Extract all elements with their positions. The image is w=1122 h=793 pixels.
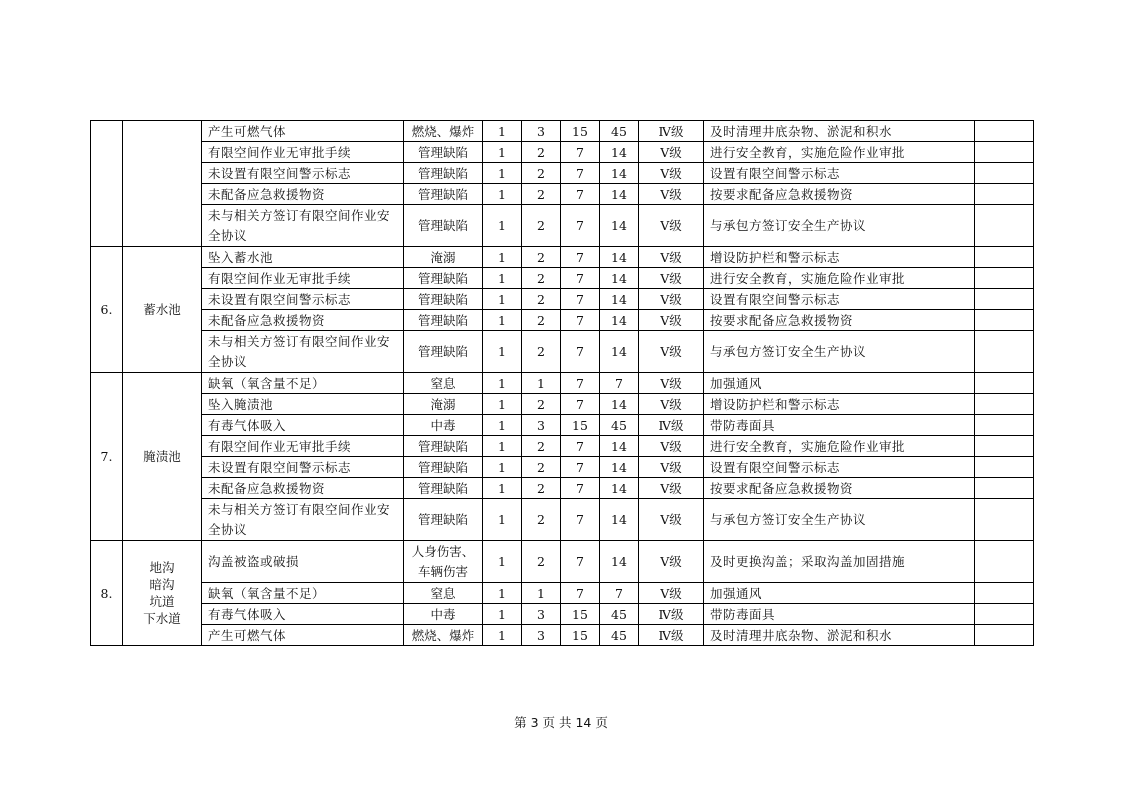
item-number-cell: 8. — [91, 541, 123, 646]
table-row — [91, 268, 1034, 289]
risk-score-cell: 14 — [600, 268, 639, 289]
hazard-cell: 未设置有限空间警示标志 — [202, 457, 404, 478]
remark-cell — [975, 121, 1034, 142]
table-row — [91, 121, 1034, 142]
consequence-cell: 中毒 — [404, 415, 483, 436]
likelihood-cell: 1 — [483, 415, 522, 436]
consequence-cell: 燃烧、爆炸 — [404, 625, 483, 646]
likelihood-cell: 1 — [483, 373, 522, 394]
likelihood-cell: 1 — [483, 205, 522, 247]
control-measure-cell: 及时清理井底杂物、淤泥和积水 — [704, 121, 975, 142]
risk-score-cell: 14 — [600, 457, 639, 478]
table-row — [91, 583, 1034, 604]
table-row — [91, 289, 1034, 310]
hazard-cell: 坠入蓄水池 — [202, 247, 404, 268]
remark-cell — [975, 247, 1034, 268]
control-measure-cell: 加强通风 — [704, 373, 975, 394]
control-measure-cell: 增设防护栏和警示标志 — [704, 394, 975, 415]
severity-cell: 7 — [561, 205, 600, 247]
risk-score-cell: 14 — [600, 541, 639, 583]
table-row — [91, 541, 1034, 583]
likelihood-cell: 1 — [483, 268, 522, 289]
hazard-cell: 产生可燃气体 — [202, 121, 404, 142]
exposure-cell: 2 — [522, 205, 561, 247]
consequence-cell: 管理缺陷 — [404, 331, 483, 373]
location-cell: 腌渍池 — [123, 373, 202, 541]
severity-cell: 7 — [561, 394, 600, 415]
consequence-cell: 管理缺陷 — [404, 310, 483, 331]
table-row — [91, 394, 1034, 415]
consequence-cell: 淹溺 — [404, 394, 483, 415]
exposure-cell: 1 — [522, 583, 561, 604]
hazard-cell: 坠入腌渍池 — [202, 394, 404, 415]
remark-cell — [975, 457, 1034, 478]
severity-cell: 7 — [561, 583, 600, 604]
hazard-cell: 未与相关方签订有限空间作业安全协议 — [202, 205, 404, 247]
exposure-cell: 2 — [522, 331, 561, 373]
remark-cell — [975, 499, 1034, 541]
severity-cell: 7 — [561, 541, 600, 583]
severity-cell: 7 — [561, 268, 600, 289]
likelihood-cell: 1 — [483, 310, 522, 331]
hazard-cell: 有限空间作业无审批手续 — [202, 142, 404, 163]
consequence-cell: 管理缺陷 — [404, 142, 483, 163]
item-number-cell: 7. — [91, 373, 123, 541]
table-row — [91, 478, 1034, 499]
risk-score-cell: 7 — [600, 583, 639, 604]
table-row — [91, 457, 1034, 478]
likelihood-cell: 1 — [483, 163, 522, 184]
remark-cell — [975, 394, 1034, 415]
likelihood-cell: 1 — [483, 331, 522, 373]
risk-score-cell: 45 — [600, 415, 639, 436]
risk-level-cell: Ⅴ级 — [639, 268, 704, 289]
risk-score-cell: 14 — [600, 205, 639, 247]
table-body — [91, 121, 1034, 646]
likelihood-cell: 1 — [483, 478, 522, 499]
consequence-cell: 管理缺陷 — [404, 436, 483, 457]
severity-cell: 7 — [561, 499, 600, 541]
severity-cell: 7 — [561, 310, 600, 331]
hazard-cell: 未与相关方签订有限空间作业安全协议 — [202, 331, 404, 373]
likelihood-cell: 1 — [483, 583, 522, 604]
table-row — [91, 436, 1034, 457]
control-measure-cell: 与承包方签订安全生产协议 — [704, 205, 975, 247]
exposure-cell: 2 — [522, 541, 561, 583]
consequence-cell: 窒息 — [404, 583, 483, 604]
risk-score-cell: 45 — [600, 625, 639, 646]
exposure-cell: 2 — [522, 142, 561, 163]
risk-level-cell: Ⅴ级 — [639, 373, 704, 394]
exposure-cell: 2 — [522, 499, 561, 541]
likelihood-cell: 1 — [483, 247, 522, 268]
likelihood-cell: 1 — [483, 457, 522, 478]
risk-score-cell: 14 — [600, 499, 639, 541]
risk-level-cell: Ⅳ级 — [639, 625, 704, 646]
severity-cell: 7 — [561, 163, 600, 184]
control-measure-cell: 带防毒面具 — [704, 415, 975, 436]
hazard-cell: 沟盖被盗或破损 — [202, 541, 404, 583]
likelihood-cell: 1 — [483, 499, 522, 541]
location-cell — [123, 121, 202, 247]
table-row — [91, 310, 1034, 331]
consequence-cell: 管理缺陷 — [404, 205, 483, 247]
exposure-cell: 2 — [522, 310, 561, 331]
exposure-cell: 2 — [522, 478, 561, 499]
risk-score-cell: 14 — [600, 247, 639, 268]
remark-cell — [975, 163, 1034, 184]
likelihood-cell: 1 — [483, 121, 522, 142]
risk-assessment-table — [90, 120, 1034, 646]
severity-cell: 15 — [561, 604, 600, 625]
risk-level-cell: Ⅴ级 — [639, 478, 704, 499]
likelihood-cell: 1 — [483, 289, 522, 310]
severity-cell: 15 — [561, 415, 600, 436]
hazard-cell: 未配备应急救援物资 — [202, 310, 404, 331]
consequence-cell: 管理缺陷 — [404, 499, 483, 541]
likelihood-cell: 1 — [483, 541, 522, 583]
likelihood-cell: 1 — [483, 436, 522, 457]
risk-level-cell: Ⅳ级 — [639, 604, 704, 625]
exposure-cell: 2 — [522, 163, 561, 184]
severity-cell: 7 — [561, 436, 600, 457]
control-measure-cell: 按要求配备应急救援物资 — [704, 310, 975, 331]
exposure-cell: 2 — [522, 457, 561, 478]
control-measure-cell: 与承包方签订安全生产协议 — [704, 499, 975, 541]
hazard-cell: 有限空间作业无审批手续 — [202, 436, 404, 457]
table-row — [91, 205, 1034, 247]
location-cell: 地沟 暗沟 坑道 下水道 — [123, 541, 202, 646]
exposure-cell: 3 — [522, 415, 561, 436]
table-row — [91, 184, 1034, 205]
control-measure-cell: 进行安全教育，实施危险作业审批 — [704, 268, 975, 289]
remark-cell — [975, 142, 1034, 163]
control-measure-cell: 增设防护栏和警示标志 — [704, 247, 975, 268]
severity-cell: 7 — [561, 457, 600, 478]
risk-score-cell: 14 — [600, 289, 639, 310]
exposure-cell: 1 — [522, 373, 561, 394]
severity-cell: 7 — [561, 289, 600, 310]
severity-cell: 15 — [561, 121, 600, 142]
exposure-cell: 2 — [522, 436, 561, 457]
severity-cell: 7 — [561, 247, 600, 268]
risk-level-cell: Ⅳ级 — [639, 415, 704, 436]
risk-level-cell: Ⅴ级 — [639, 163, 704, 184]
control-measure-cell: 带防毒面具 — [704, 604, 975, 625]
remark-cell — [975, 268, 1034, 289]
risk-level-cell: Ⅴ级 — [639, 583, 704, 604]
risk-score-cell: 14 — [600, 436, 639, 457]
risk-level-cell: Ⅴ级 — [639, 310, 704, 331]
item-number-cell — [91, 121, 123, 247]
hazard-cell: 有毒气体吸入 — [202, 604, 404, 625]
hazard-cell: 未设置有限空间警示标志 — [202, 289, 404, 310]
control-measure-cell: 加强通风 — [704, 583, 975, 604]
risk-score-cell: 7 — [600, 373, 639, 394]
consequence-cell: 中毒 — [404, 604, 483, 625]
risk-score-cell: 14 — [600, 142, 639, 163]
control-measure-cell: 及时更换沟盖；采取沟盖加固措施 — [704, 541, 975, 583]
severity-cell: 7 — [561, 373, 600, 394]
remark-cell — [975, 478, 1034, 499]
remark-cell — [975, 205, 1034, 247]
hazard-cell: 缺氧（氧含量不足） — [202, 583, 404, 604]
control-measure-cell: 设置有限空间警示标志 — [704, 163, 975, 184]
remark-cell — [975, 289, 1034, 310]
table-row — [91, 331, 1034, 373]
risk-score-cell: 14 — [600, 310, 639, 331]
risk-score-cell: 14 — [600, 331, 639, 373]
remark-cell — [975, 625, 1034, 646]
exposure-cell: 2 — [522, 247, 561, 268]
risk-level-cell: Ⅴ级 — [639, 289, 704, 310]
likelihood-cell: 1 — [483, 184, 522, 205]
control-measure-cell: 与承包方签订安全生产协议 — [704, 331, 975, 373]
table-row — [91, 373, 1034, 394]
risk-score-cell: 45 — [600, 121, 639, 142]
likelihood-cell: 1 — [483, 625, 522, 646]
remark-cell — [975, 415, 1034, 436]
consequence-cell: 管理缺陷 — [404, 184, 483, 205]
consequence-cell: 管理缺陷 — [404, 163, 483, 184]
severity-cell: 7 — [561, 478, 600, 499]
consequence-cell: 淹溺 — [404, 247, 483, 268]
item-number-cell: 6. — [91, 247, 123, 373]
remark-cell — [975, 373, 1034, 394]
risk-level-cell: Ⅴ级 — [639, 184, 704, 205]
control-measure-cell: 进行安全教育，实施危险作业审批 — [704, 142, 975, 163]
exposure-cell: 2 — [522, 289, 561, 310]
control-measure-cell: 进行安全教育，实施危险作业审批 — [704, 436, 975, 457]
risk-score-cell: 45 — [600, 604, 639, 625]
table-row — [91, 625, 1034, 646]
table-row — [91, 247, 1034, 268]
risk-level-cell: Ⅴ级 — [639, 457, 704, 478]
consequence-cell: 管理缺陷 — [404, 268, 483, 289]
hazard-cell: 未配备应急救援物资 — [202, 184, 404, 205]
exposure-cell: 2 — [522, 394, 561, 415]
hazard-cell: 未设置有限空间警示标志 — [202, 163, 404, 184]
exposure-cell: 2 — [522, 268, 561, 289]
hazard-cell: 未配备应急救援物资 — [202, 478, 404, 499]
risk-score-cell: 14 — [600, 394, 639, 415]
remark-cell — [975, 604, 1034, 625]
severity-cell: 7 — [561, 142, 600, 163]
consequence-cell: 管理缺陷 — [404, 478, 483, 499]
risk-level-cell: Ⅴ级 — [639, 436, 704, 457]
exposure-cell: 2 — [522, 184, 561, 205]
exposure-cell: 3 — [522, 121, 561, 142]
table-row — [91, 163, 1034, 184]
hazard-cell: 未与相关方签订有限空间作业安全协议 — [202, 499, 404, 541]
remark-cell — [975, 184, 1034, 205]
remark-cell — [975, 331, 1034, 373]
likelihood-cell: 1 — [483, 604, 522, 625]
remark-cell — [975, 310, 1034, 331]
exposure-cell: 3 — [522, 604, 561, 625]
consequence-cell: 管理缺陷 — [404, 289, 483, 310]
table-row — [91, 415, 1034, 436]
risk-level-cell: Ⅴ级 — [639, 394, 704, 415]
control-measure-cell: 按要求配备应急救援物资 — [704, 478, 975, 499]
hazard-cell: 有毒气体吸入 — [202, 415, 404, 436]
consequence-cell: 人身伤害、车辆伤害 — [404, 541, 483, 583]
control-measure-cell: 设置有限空间警示标志 — [704, 457, 975, 478]
remark-cell — [975, 583, 1034, 604]
risk-score-cell: 14 — [600, 184, 639, 205]
consequence-cell: 窒息 — [404, 373, 483, 394]
table-row — [91, 604, 1034, 625]
risk-level-cell: Ⅴ级 — [639, 541, 704, 583]
remark-cell — [975, 436, 1034, 457]
risk-level-cell: Ⅴ级 — [639, 247, 704, 268]
risk-score-cell: 14 — [600, 163, 639, 184]
table-row — [91, 142, 1034, 163]
page-footer: 第 3 页 共 14 页 — [514, 715, 608, 730]
likelihood-cell: 1 — [483, 394, 522, 415]
exposure-cell: 3 — [522, 625, 561, 646]
risk-score-cell: 14 — [600, 478, 639, 499]
table-row — [91, 499, 1034, 541]
consequence-cell: 管理缺陷 — [404, 457, 483, 478]
consequence-cell: 燃烧、爆炸 — [404, 121, 483, 142]
severity-cell: 7 — [561, 184, 600, 205]
hazard-cell: 有限空间作业无审批手续 — [202, 268, 404, 289]
control-measure-cell: 设置有限空间警示标志 — [704, 289, 975, 310]
likelihood-cell: 1 — [483, 142, 522, 163]
control-measure-cell: 按要求配备应急救援物资 — [704, 184, 975, 205]
control-measure-cell: 及时清理井底杂物、淤泥和积水 — [704, 625, 975, 646]
risk-level-cell: Ⅳ级 — [639, 121, 704, 142]
hazard-cell: 产生可燃气体 — [202, 625, 404, 646]
location-cell: 蓄水池 — [123, 247, 202, 373]
risk-level-cell: Ⅴ级 — [639, 142, 704, 163]
risk-level-cell: Ⅴ级 — [639, 499, 704, 541]
severity-cell: 7 — [561, 331, 600, 373]
risk-level-cell: Ⅴ级 — [639, 205, 704, 247]
severity-cell: 15 — [561, 625, 600, 646]
risk-level-cell: Ⅴ级 — [639, 331, 704, 373]
remark-cell — [975, 541, 1034, 583]
hazard-cell: 缺氧（氧含量不足） — [202, 373, 404, 394]
